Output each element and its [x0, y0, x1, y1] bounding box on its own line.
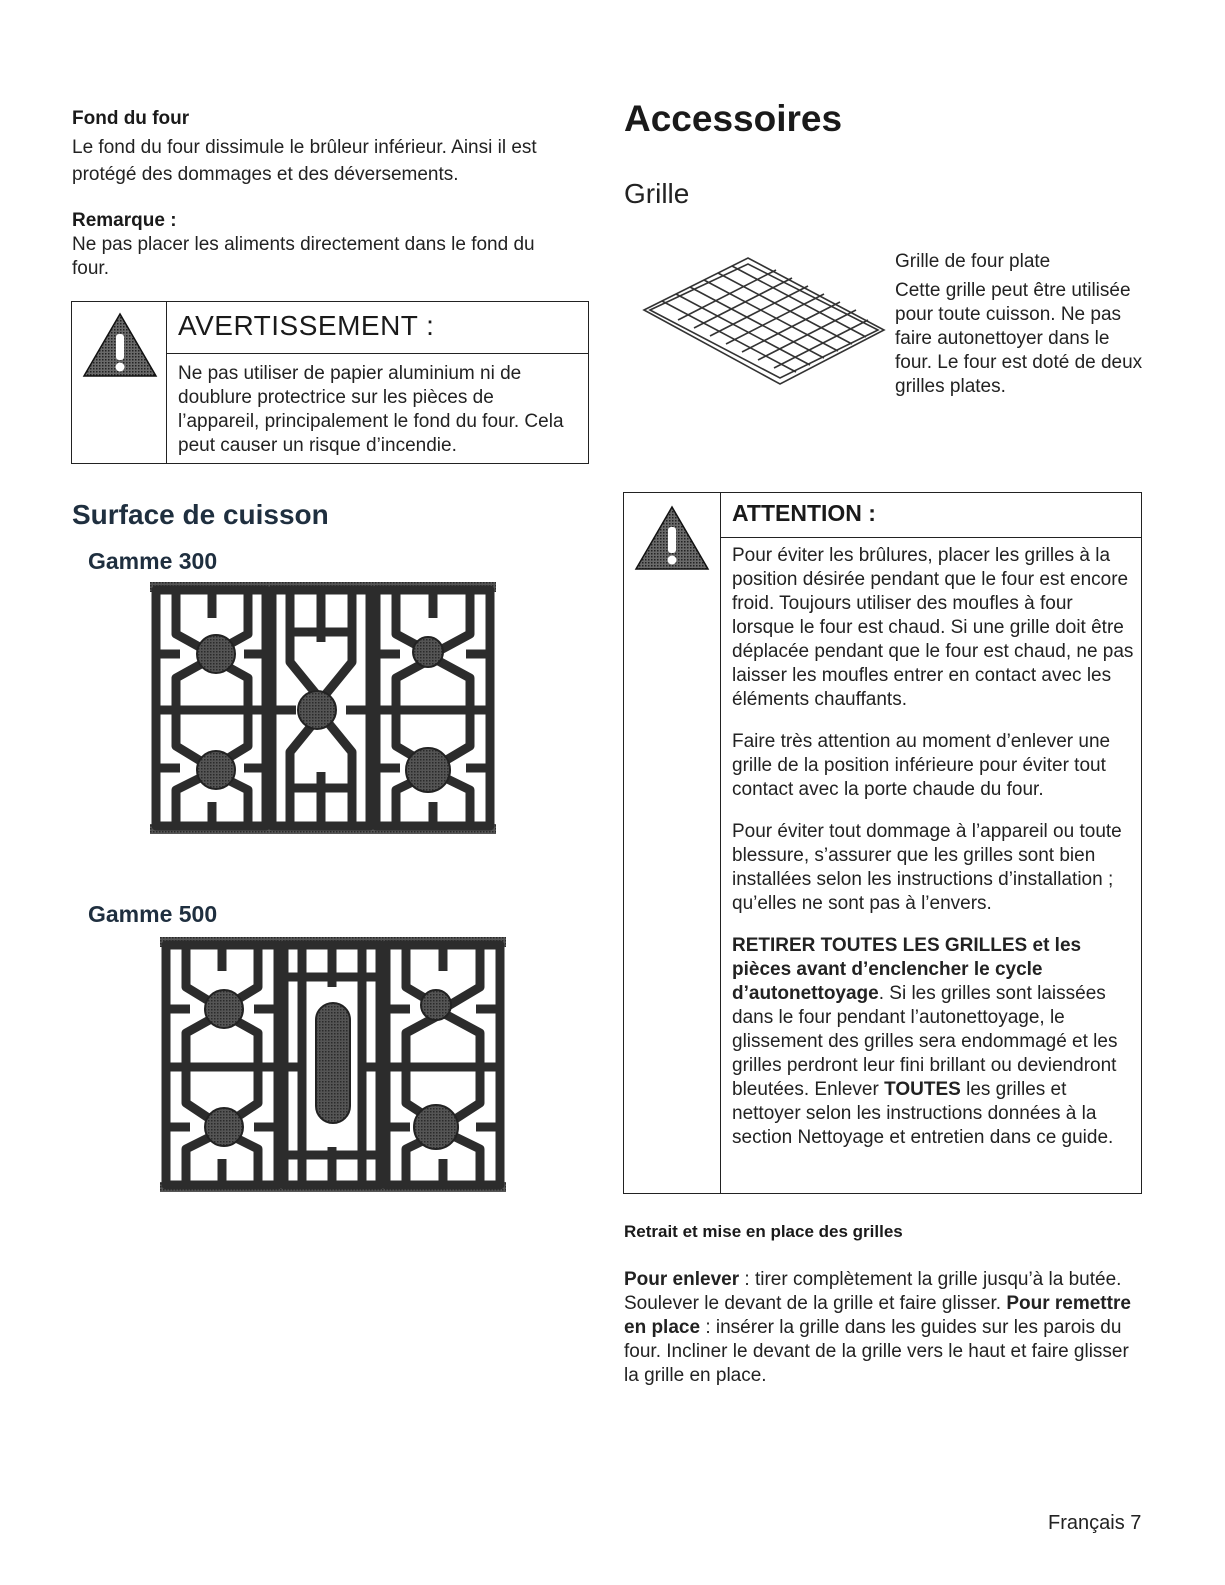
attention-p4-text-a: . Si les grilles sont laissées dans le four pendant l’autonettoyage, le glissement des grilles sera endommagé et les grilles perdront leur fini brillant ou deviendront bleutées. Enlever — [732, 983, 1118, 1100]
pour-enlever-text: : tirer complètement la grille jusqu’à la butée. Soulever le devant de la grille et faire glisser. — [624, 1269, 1122, 1314]
section-heading-fond-du-four: Fond du four — [72, 108, 190, 129]
remarque-heading: Remarque : — [72, 210, 177, 231]
attention-content — [732, 544, 1136, 1168]
attention-title: ATTENTION : — [732, 500, 876, 526]
avertissement-title: AVERTISSEMENT : — [178, 310, 435, 341]
gamme-300-heading: Gamme 300 — [88, 548, 218, 574]
remarque-text: Ne pas placer les aliments directement dans le fond du four. — [72, 234, 535, 279]
oven-rack-illustration — [638, 252, 890, 394]
gamme-500-heading: Gamme 500 — [88, 901, 218, 927]
retrait-text — [624, 1268, 1144, 1388]
retrait-heading: Retrait et mise en place des grilles — [624, 1222, 903, 1241]
gamme-300-cooktop-illustration — [150, 582, 496, 834]
rack-caption-text: Cette grille peut être utilisée pour toute cuisson. Ne pas faire autonettoyer dans le four. Le four est doté de deux grilles plates. — [895, 280, 1143, 397]
rack-caption-title: Grille de four plate — [895, 251, 1051, 272]
gamme-500-cooktop-illustration — [160, 937, 506, 1192]
pour-remettre-label: Pour remettre en place — [624, 1293, 1131, 1338]
page-number: Français 7 — [1048, 1512, 1142, 1534]
attention-paragraph-4 — [732, 934, 1136, 1150]
rack-caption — [895, 250, 1145, 399]
pour-enlever-label: Pour enlever — [624, 1269, 740, 1290]
attention-p4-bold: RETIRER TOUTES LES GRILLES et les pièces avant d’enclencher le cycle d’autonettoyage — [732, 935, 1082, 1004]
avertissement-icon-cell — [72, 302, 167, 463]
accessoires-heading: Accessoires — [624, 98, 843, 139]
warning-triangle-icon — [72, 302, 166, 462]
avertissement-box — [71, 301, 589, 464]
attention-box — [623, 492, 1142, 1194]
attention-icon-cell — [624, 493, 721, 1193]
attention-paragraph-2: Faire très attention au moment d’enlever une grille de la position inférieure pour éviter tout contact avec la porte chaude du four. — [732, 731, 1111, 800]
avertissement-header — [166, 302, 588, 354]
attention-paragraph-1: Pour éviter les brûlures, placer les grilles à la position désirée pendant que le four est encore froid. Toujours utiliser des moufles à four lorsque le four est chaud. Si une grille doit être déplacée pendant que le four est chaud, ne pas laisser les moufles entrer en contact avec les éléments chauffants. — [732, 545, 1134, 710]
attention-paragraph-3: Pour éviter tout dommage à l’appareil ou toute blessure, s’assurer que les grilles sont bien installées selon les instructions d’installation ; qu’elles ne sont pas à l’envers. — [732, 821, 1122, 914]
surface-de-cuisson-heading: Surface de cuisson — [72, 499, 329, 530]
avertissement-text: Ne pas utiliser de papier aluminium ni de doublure protectrice sur les pièces de l’appareil, principalement le fond du four. Cela peut causer un risque d’incendie. — [178, 363, 564, 456]
attention-header — [720, 493, 1141, 538]
warning-triangle-icon — [624, 493, 720, 593]
attention-p4-text-b: les grilles et nettoyer selon les instructions données à la section Nettoyage et entretien dans ce guide. — [732, 1079, 1114, 1148]
pour-remettre-text: : insérer la grille dans les guides sur les parois du four. Incliner le devant de la grille vers le haut et faire glisser la grille en place. — [624, 1317, 1129, 1386]
fond-du-four-text: Le fond du four dissimule le brûleur inférieur. Ainsi il est protégé des dommages et des déversements. — [72, 137, 537, 185]
attention-p4-bold-2: TOUTES — [884, 1079, 961, 1100]
grille-heading: Grille — [624, 178, 690, 209]
